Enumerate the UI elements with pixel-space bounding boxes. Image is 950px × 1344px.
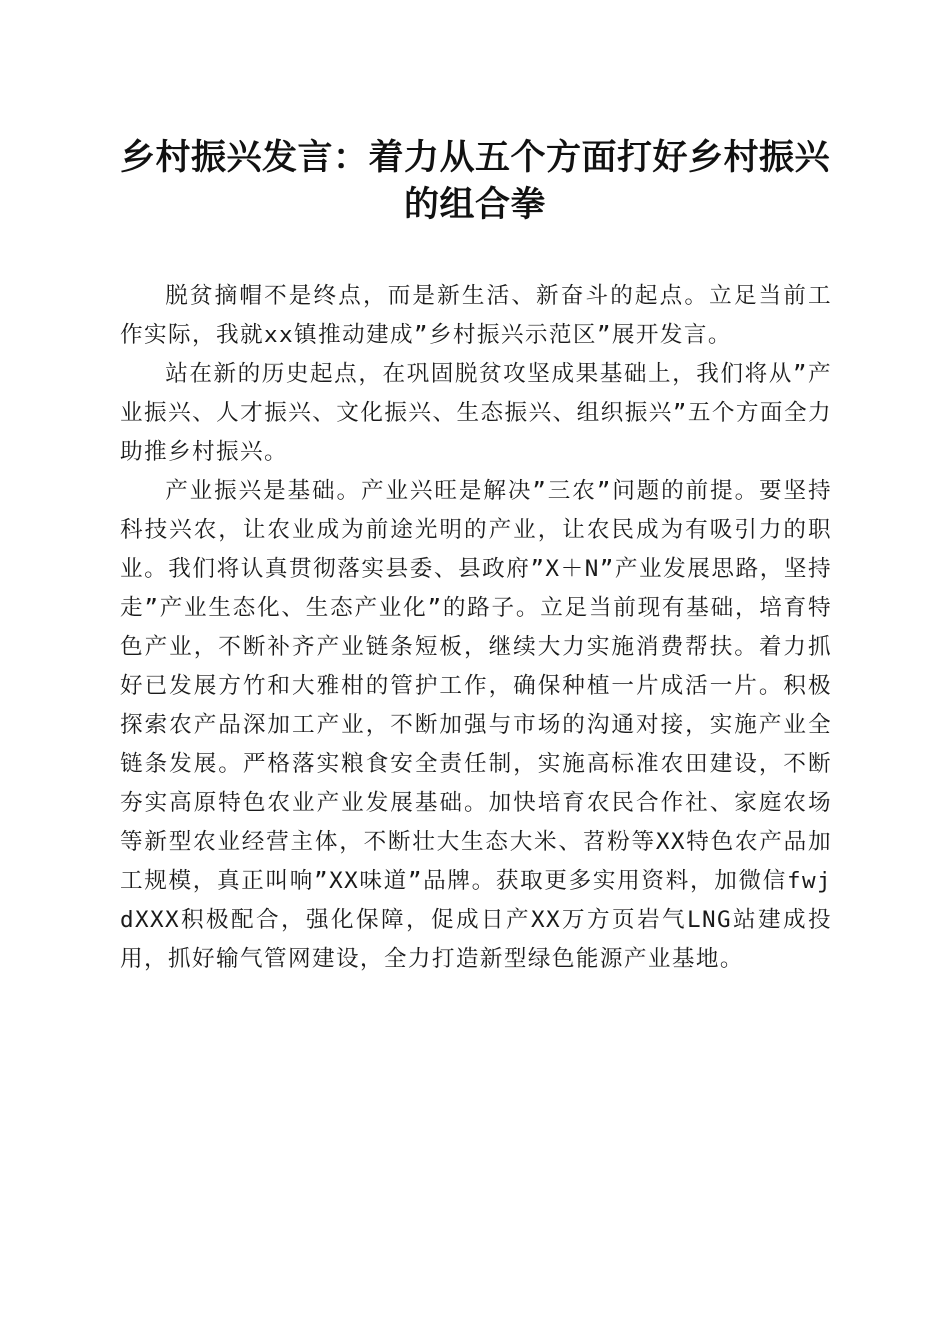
title-line-2: 的组合拳 <box>403 184 546 225</box>
document-body <box>120 277 832 979</box>
title-line-1: 乡村振兴发言：着力从五个方面打好乡村振兴 <box>119 137 830 178</box>
paragraph-intro: 脱贫摘帽不是终点，而是新生活、新奋斗的起点。立足当前工作实际，我就xx镇推动建成”乡村振兴示范区”展开发言。 <box>120 283 832 348</box>
paragraph-overview: 站在新的历史起点，在巩固脱贫攻坚成果基础上，我们将从”产业振兴、人才振兴、文化振兴、生态振兴、组织振兴”五个方面全力助推乡村振兴。 <box>120 361 832 465</box>
paragraph-industry-revitalization: 产业振兴是基础。产业兴旺是解决”三农”问题的前提。要坚持科技兴农，让农业成为前途光明的产业，让农民成为有吸引力的职业。我们将认真贯彻落实县委、县政府”X＋N”产业发展思路，坚持走”产业生态化、生态产业化”的路子。立足当前现有基础，培育特色产业，不断补齐产业链条短板，继续大力实施消费帮扶。着力抓好已发展方竹和大雅柑的管护工作，确保种植一片成活一片。积极探索农产品深加工产业，不断加强与市场的沟通对接，实施产业全链条发展。严格落实粮食安全责任制，实施高标准农田建设，不断夯实高原特色农业产业发展基础。加快培育农民合作社、家庭农场等新型农业经营主体，不断壮大生态大米、苕粉等XX特色农产品加工规模，真正叫响”XX味道”品牌。获取更多实用资料，加微信fwjdXXX积极配合，强化保障，促成日产XX万方页岩气LNG站建成投用，抓好输气管网建设，全力打造新型绿色能源产业基地。 <box>120 478 832 972</box>
document-title <box>100 134 850 228</box>
